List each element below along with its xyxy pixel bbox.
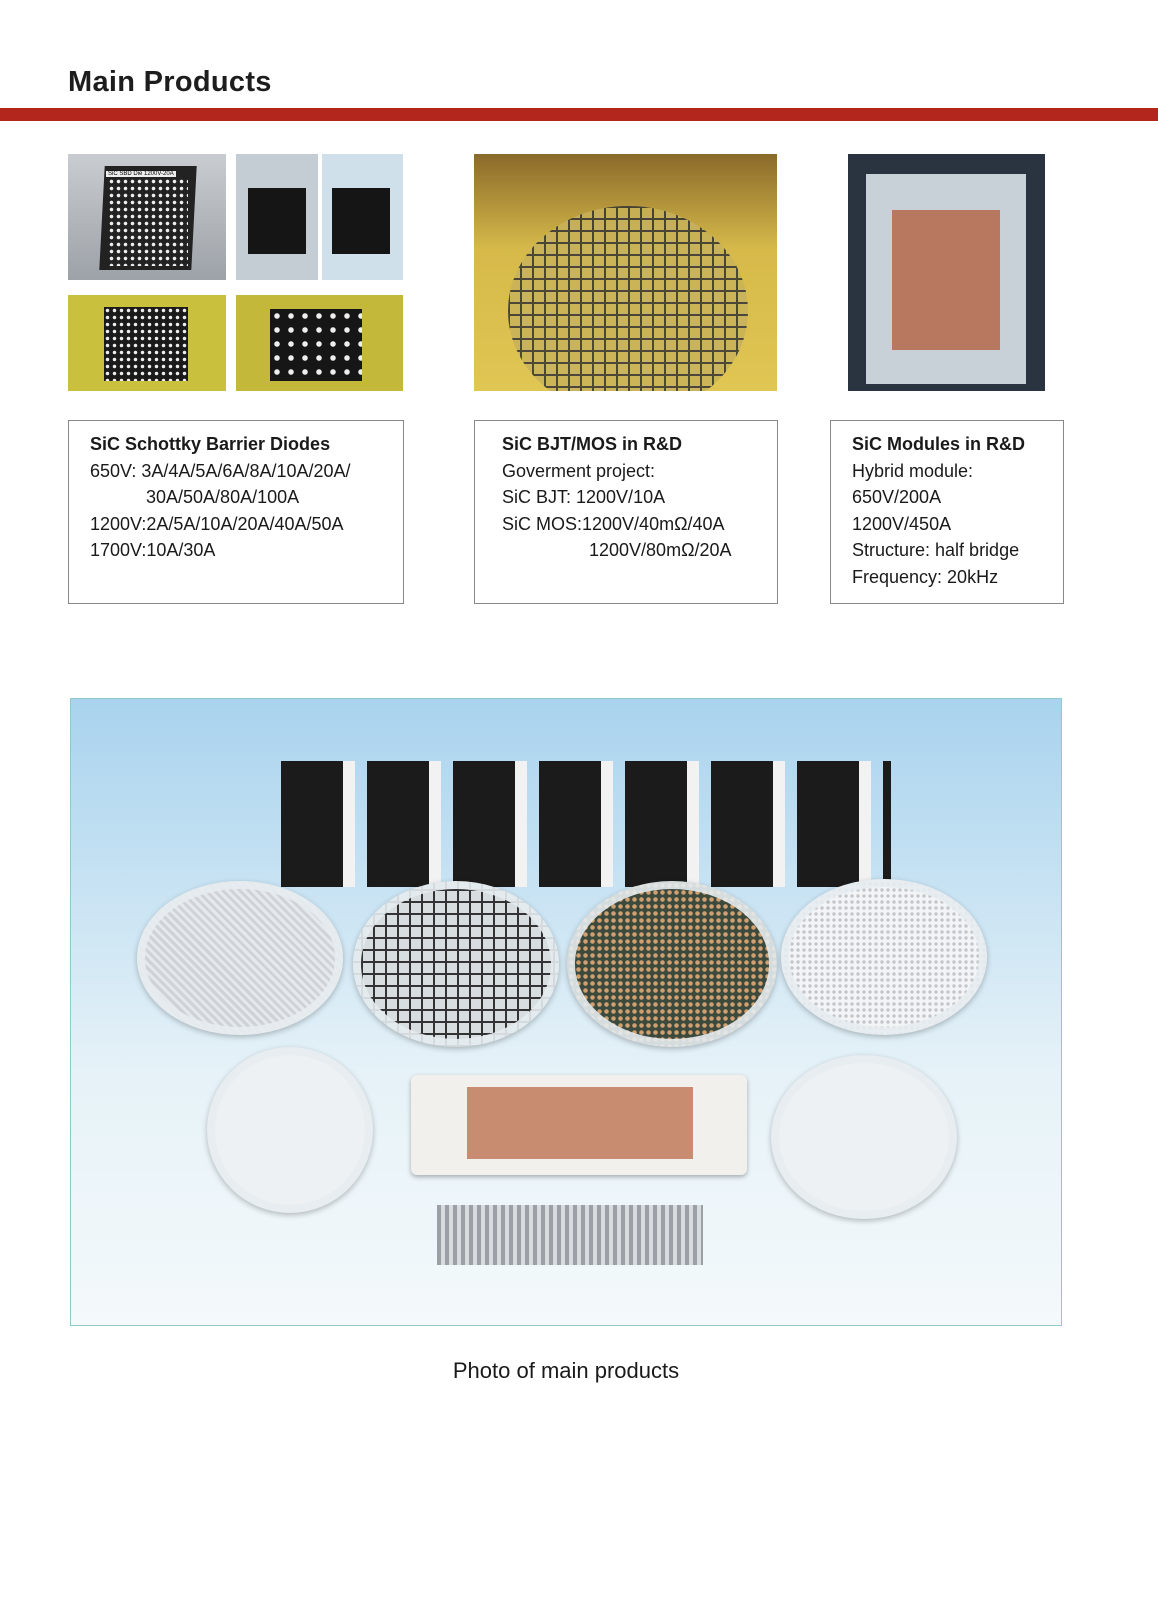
product-spec: SiC MOS:1200V/40mΩ/40A [502, 513, 725, 534]
product-card-sbd [68, 420, 404, 604]
wafer-3 [567, 881, 777, 1047]
header-divider [0, 108, 1158, 121]
product-spec: Structure: half bridge [852, 540, 1020, 561]
product-spec: 1700V:10A/30A [90, 540, 216, 561]
product-card-bjt-mos [474, 420, 778, 604]
power-modules-row [281, 761, 891, 887]
product-spec: 650V: 3A/4A/5A/6A/8A/10A/20A/ [90, 460, 351, 481]
wafer-4 [781, 879, 987, 1035]
product-spec: Hybrid module: [852, 460, 974, 481]
main-products-photo [70, 698, 1062, 1326]
ipm-module [411, 1075, 747, 1175]
main-photo-caption: Photo of main products [452, 1358, 680, 1383]
product-title: SiC BJT/MOS in R&D [502, 434, 683, 454]
leadframe-strip [437, 1205, 703, 1265]
sbd-to247-photo [236, 154, 318, 280]
product-spec: SiC BJT: 1200V/10A [502, 487, 666, 508]
product-spec: 1200V:2A/5A/10A/20A/40A/50A [90, 513, 344, 534]
product-spec: Frequency: 20kHz [852, 566, 999, 587]
sbd-die-array-photo [236, 295, 403, 391]
gold-package-dish [771, 1055, 957, 1219]
product-spec: 650V/200A [852, 487, 942, 508]
page-title: Main Products [68, 66, 272, 98]
sic-wafer-photo [474, 154, 777, 391]
product-spec: Goverment project: [502, 460, 656, 481]
wafer-2 [353, 881, 559, 1047]
sbd-die-label: SiC SBD Die 1200V-20A [108, 171, 174, 177]
product-spec: 1200V/450A [852, 513, 952, 534]
product-title: SiC Modules in R&D [852, 434, 1026, 454]
wafer-1 [137, 881, 343, 1035]
sbd-die-tray-photo [68, 154, 226, 280]
product-spec: 30A/50A/80A/100A [146, 487, 300, 508]
sic-module-photo [848, 154, 1045, 391]
sbd-to220-photo [322, 154, 403, 280]
sbd-chip-array-photo [68, 295, 226, 391]
product-title: SiC Schottky Barrier Diodes [90, 434, 331, 454]
discrete-devices-dish [207, 1047, 373, 1213]
product-spec: 1200V/80mΩ/20A [589, 540, 732, 561]
product-card-modules [830, 420, 1064, 604]
